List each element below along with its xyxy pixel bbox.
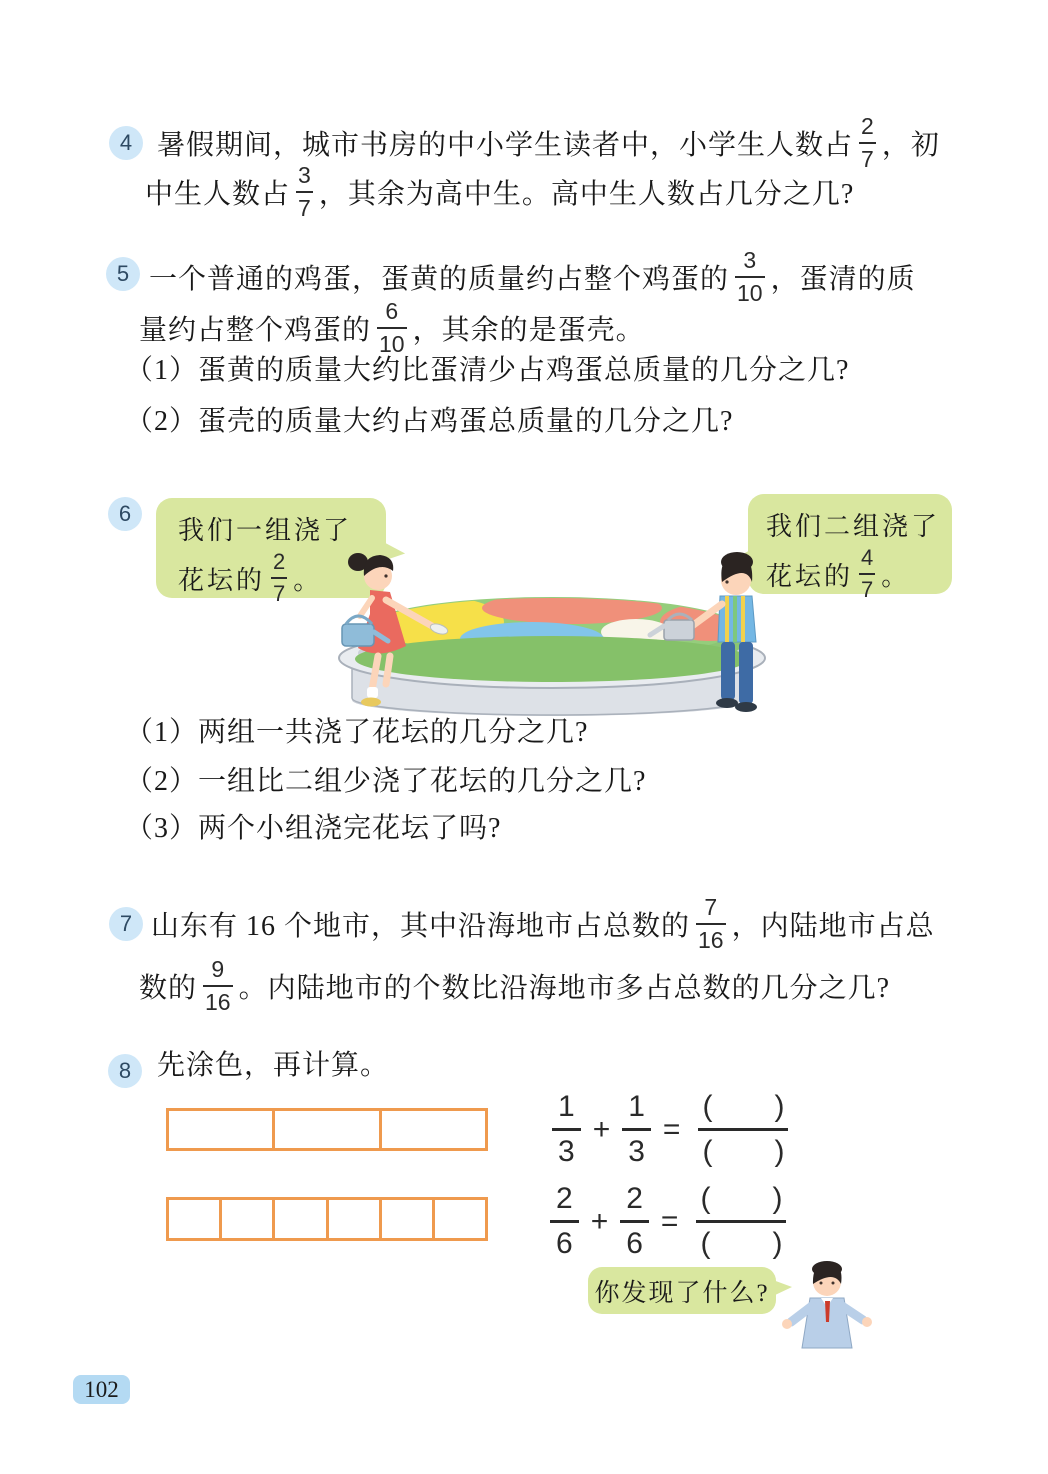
fraction-9-16 — [203, 958, 233, 1014]
paren-close: ) — [772, 1227, 783, 1260]
fraction-numerator: 3 — [743, 247, 757, 273]
blank-denominator — [698, 1128, 788, 1167]
problem-8-text: 先涂色，再计算。 — [157, 1050, 390, 1081]
problem-4-number: 4 — [119, 130, 133, 155]
grid-cell — [169, 1200, 222, 1238]
problem-6-question-1 — [125, 710, 588, 750]
fraction-denominator: 7 — [296, 191, 313, 220]
problem-5-question-1 — [125, 348, 849, 388]
fraction-2-6 — [620, 1184, 649, 1259]
fraction-denominator: 10 — [377, 327, 407, 356]
fraction-numerator: 6 — [385, 298, 399, 324]
problem-6-question-2 — [125, 759, 646, 799]
page-number-badge — [73, 1375, 130, 1404]
problem-5-text: 量约占整个鸡蛋的 — [139, 315, 372, 346]
blank-numerator — [696, 1184, 786, 1220]
problem-6-question-3 — [125, 806, 501, 846]
question-text: （2）蛋壳的质量大约占鸡蛋总质量的几分之几? — [125, 406, 734, 437]
paren-open: ( — [702, 1135, 713, 1168]
paren-close: ) — [772, 1182, 783, 1215]
problem-4-text: ，其余为高中生。高中生人数占几分之几? — [318, 179, 855, 210]
fraction-numerator: 1 — [628, 1090, 645, 1123]
question-text: （3）两个小组浇完花坛了吗? — [125, 813, 502, 844]
fraction-denominator: 7 — [271, 577, 287, 605]
equals-sign: = — [662, 1112, 681, 1146]
fraction-denominator: 7 — [859, 573, 875, 601]
fraction-2-7 — [271, 551, 287, 605]
problem-4-text: 暑假期间，城市书房的中小学生读者中，小学生人数占 — [157, 130, 854, 161]
problem-7-line-2 — [139, 955, 890, 1017]
plus-sign: + — [590, 1204, 609, 1238]
grid-cell — [275, 1111, 381, 1148]
blank-numerator — [698, 1092, 788, 1128]
fraction-denominator: 16 — [203, 985, 233, 1014]
problem-8-number: 8 — [118, 1058, 132, 1083]
problem-5-badge — [106, 257, 140, 291]
fraction-numerator: 1 — [558, 1090, 575, 1123]
problem-5-number: 5 — [116, 261, 130, 286]
fraction-1-3 — [622, 1092, 651, 1167]
speech-bubble-discover — [588, 1267, 776, 1314]
equals-sign: = — [660, 1204, 679, 1238]
problem-7-line-1 — [151, 893, 935, 955]
question-text: （1）两组一共浇了花坛的几分之几? — [125, 717, 589, 748]
problem-5-text: 一个普通的鸡蛋，蛋黄的质量约占整个鸡蛋的 — [149, 264, 730, 295]
paren-close: ) — [774, 1135, 785, 1168]
fraction-denominator: 6 — [550, 1220, 579, 1259]
grid-cell — [435, 1200, 485, 1238]
bubble-text: 。 — [881, 561, 911, 591]
problem-7-text: 山东有 16 个地市，其中沿海地市占总数的 — [151, 911, 691, 942]
grid-cell — [382, 1200, 435, 1238]
problem-7-text: 。内陆地市的个数比沿海地市多占总数的几分之几? — [238, 973, 891, 1004]
problem-5-text: ，其余的是蛋壳。 — [412, 315, 645, 346]
fraction-denominator: 6 — [620, 1220, 649, 1259]
problem-4-text: 中生人数占 — [145, 179, 291, 210]
blank-answer-fraction — [698, 1092, 788, 1167]
bubble-text: 。 — [293, 565, 323, 595]
paren-open: ( — [700, 1182, 711, 1215]
problem-8-badge — [108, 1054, 142, 1088]
fraction-numerator: 9 — [211, 956, 225, 982]
fraction-denominator: 7 — [859, 142, 876, 171]
problem-7-number: 7 — [119, 911, 133, 936]
fraction-denominator: 3 — [622, 1128, 651, 1167]
bubble-text: 我们一组浇了 — [178, 516, 353, 545]
coloring-grid-sixths — [166, 1197, 488, 1241]
fraction-numerator: 3 — [298, 162, 311, 188]
fraction-1-3 — [552, 1092, 581, 1167]
fraction-numerator: 2 — [273, 549, 286, 574]
bubble-text: 你发现了什么? — [594, 1279, 770, 1307]
fraction-3-10 — [735, 249, 765, 305]
problem-4-line-2 — [145, 161, 854, 223]
grid-cell — [169, 1111, 275, 1148]
grid-cell — [222, 1200, 275, 1238]
equation-1 — [552, 1092, 788, 1167]
problem-8-title — [157, 1043, 389, 1083]
blank-denominator — [696, 1220, 786, 1259]
fraction-numerator: 7 — [704, 894, 718, 920]
fraction-numerator: 2 — [861, 113, 874, 139]
bubble-text: 花坛的 — [766, 561, 854, 591]
equation-2 — [550, 1184, 786, 1259]
fraction-denominator: 3 — [552, 1128, 581, 1167]
boy-thinking-illustration — [772, 1258, 877, 1350]
problem-6-number: 6 — [118, 501, 132, 526]
fraction-denominator: 16 — [696, 923, 726, 952]
bubble-text: 花坛的 — [178, 565, 266, 595]
problem-4-text: ，初 — [881, 130, 940, 161]
blank-answer-fraction — [696, 1184, 786, 1259]
fraction-2-6 — [550, 1184, 579, 1259]
problem-7-badge — [109, 907, 143, 941]
fraction-2-7 — [859, 115, 876, 171]
coloring-grid-thirds — [166, 1108, 488, 1151]
page-number: 102 — [84, 1376, 119, 1402]
flowerbed-illustration — [320, 540, 800, 720]
problem-6-badge — [108, 497, 142, 531]
fraction-numerator: 4 — [861, 545, 874, 570]
problem-7-text: ，内陆地市占总 — [731, 911, 935, 942]
bubble-text: 我们二组浇了 — [766, 512, 941, 541]
paren-close: ) — [774, 1090, 785, 1123]
paren-open: ( — [702, 1090, 713, 1123]
fraction-7-16 — [696, 896, 726, 952]
grid-cell — [382, 1111, 485, 1148]
problem-4-badge — [109, 126, 143, 160]
grid-cell — [329, 1200, 382, 1238]
grid-cell — [275, 1200, 328, 1238]
problem-7-text: 数的 — [139, 973, 198, 1004]
question-text: （2）一组比二组少浇了花坛的几分之几? — [125, 766, 647, 797]
problem-5-text: ，蛋清的质 — [770, 264, 916, 295]
problem-5-question-2 — [125, 399, 733, 439]
question-text: （1）蛋黄的质量大约比蛋清少占鸡蛋总质量的几分之几? — [125, 355, 850, 386]
fraction-numerator: 2 — [556, 1182, 573, 1215]
fraction-denominator: 10 — [735, 276, 765, 305]
fraction-3-7 — [296, 164, 313, 220]
paren-open: ( — [700, 1227, 711, 1260]
fraction-numerator: 2 — [626, 1182, 643, 1215]
fraction-4-7 — [859, 547, 875, 601]
plus-sign: + — [592, 1112, 611, 1146]
